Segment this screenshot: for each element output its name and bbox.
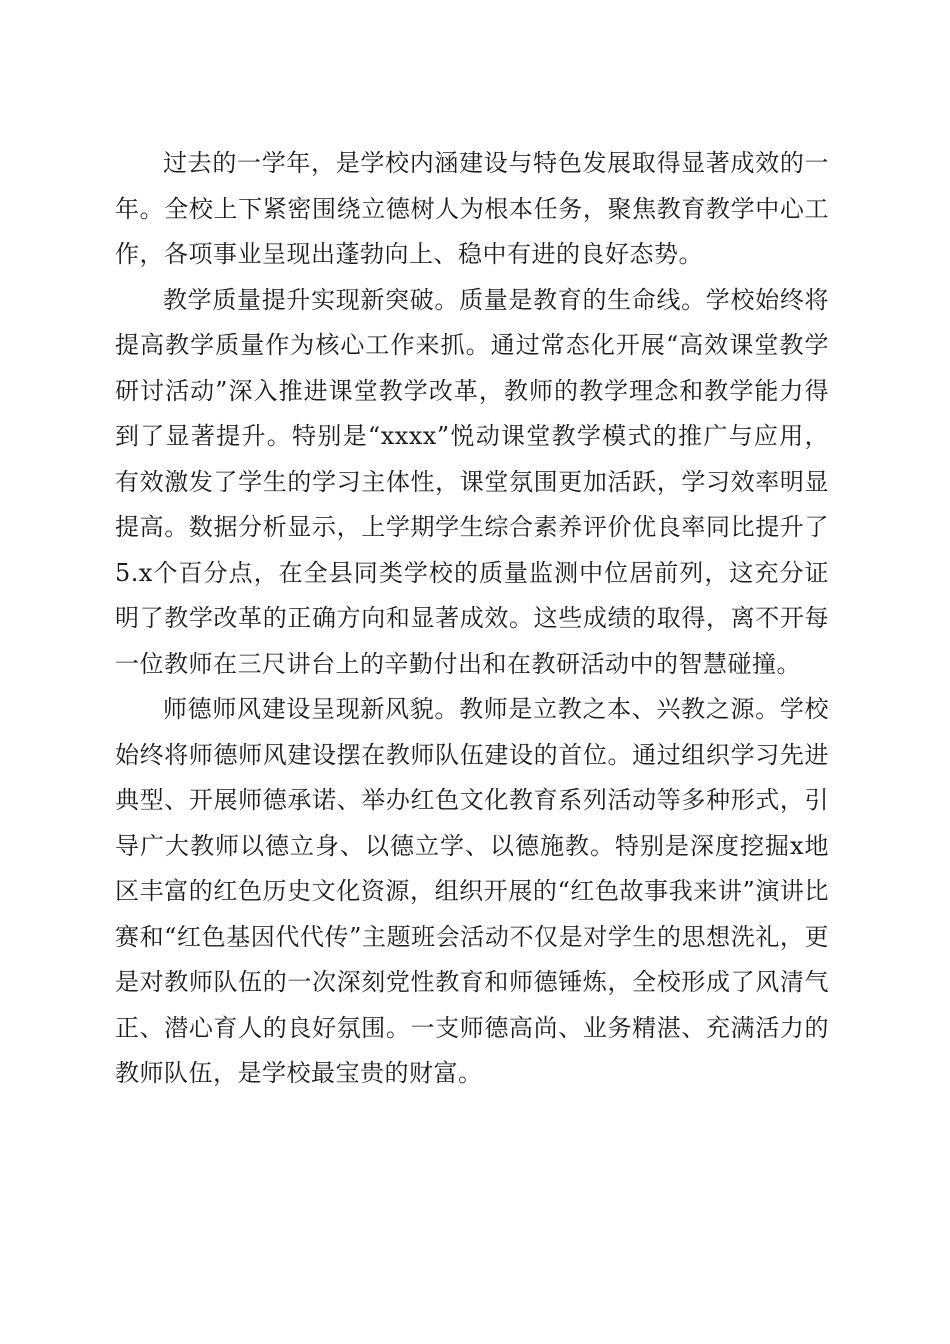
paragraph-teacher-ethics: 师德师风建设呈现新风貌。教师是立教之本、兴教之源。学校始终将师德师风建设摆在教师队伍建设的首位。通过组织学习先进典型、开展师德承诺、举办红色文化教育系列活动等多种形式，引导广大教师以德立身、以德立学、以德施教。特别是深度挖掘x地区丰富的红色历史文化资源，组织开展的“红色故事我来讲”演讲比赛和“红色基因代代传”主题班会活动不仅是对学生的思想洗礼，更是对教师队伍的一次深刻党性教育和师德锤炼，全校形成了风清气正、潜心育人的良好氛围。一支师德高尚、业务精湛、充满活力的教师队伍，是学校最宝贵的财富。 [115,695,829,1087]
paragraph-intro: 过去的一学年，是学校内涵建设与特色发展取得显著成效的一年。全校上下紧密围绕立德树人为根本任务，聚焦教育教学中心工作，各项事业呈现出蓬勃向上、稳中有进的良好态势。 [115,149,829,268]
paragraph-teaching-quality: 教学质量提升实现新突破。质量是教育的生命线。学校始终将提高教学质量作为核心工作来抓。通过常态化开展“高效课堂教学研讨活动”深入推进课堂教学改革，教师的教学理念和教学能力得到了显著提升。特别是“xxxx”悦动课堂教学模式的推广与应用，有效激发了学生的学习主体性，课堂氛围更加活跃，学习效率明显提高。数据分析显示，上学期学生综合素养评价优良率同比提升了5.x个百分点，在全县同类学校的质量监测中位居前列，这充分证明了教学改革的正确方向和显著成效。这些成绩的取得，离不开每一位教师在三尺讲台上的辛勤付出和在教研活动中的智慧碰撞。 [115,285,829,678]
document-body [115,141,829,1097]
